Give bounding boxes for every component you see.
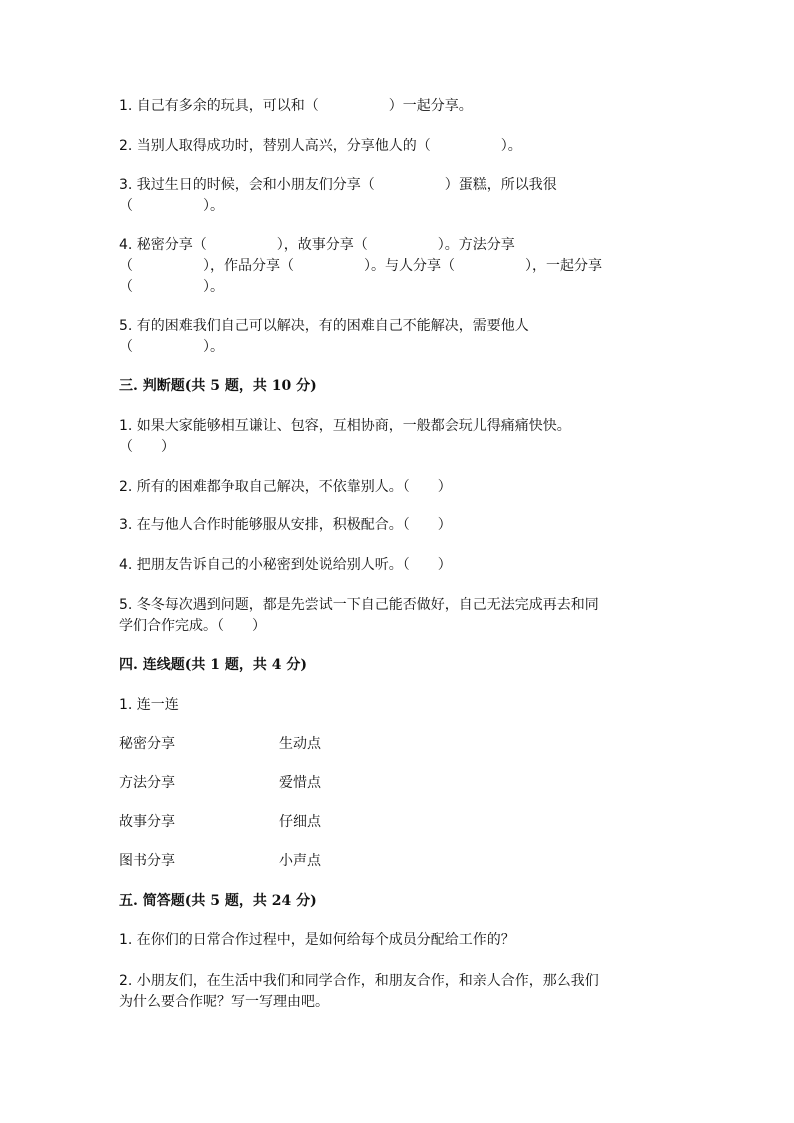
fill-blank-question-3-line-2: （ ）。 <box>119 198 224 214</box>
short-answer-question-2-line-1: 2. 小朋友们，在生活中我们和同学合作，和朋友合作，和亲人合作，那么我们 <box>119 973 599 989</box>
short-answer-question-1: 1. 在你们的日常合作过程中，是如何给每个成员分配给工作的？ <box>119 932 515 948</box>
fill-blank-question-4-line-1: 4. 秘密分享（ ），故事分享（ ）。方法分享 <box>119 237 515 253</box>
judge-question-1-line-1: 1. 如果大家能够相互谦让、包容，互相协商，一般都会玩儿得痛痛快快。 <box>119 418 571 434</box>
matching-left-item: 秘密分享 <box>119 736 175 752</box>
judge-question-5-line-2: 学们合作完成。（ ） <box>119 618 266 634</box>
judge-question-5-line-1: 5. 冬冬每次遇到问题，都是先尝试一下自己能否做好，自己无法完成再去和同 <box>119 597 599 613</box>
matching-left-item: 图书分享 <box>119 853 175 869</box>
fill-blank-question-5-line-1: 5. 有的困难我们自己可以解决，有的困难自己不能解决，需要他人 <box>119 318 529 334</box>
fill-blank-question-5-line-2: （ ）。 <box>119 339 224 355</box>
judge-question-3: 3. 在与他人合作时能够服从安排，积极配合。（ ） <box>119 517 452 533</box>
matching-right-item: 仔细点 <box>279 814 321 830</box>
matching-left-item: 方法分享 <box>119 775 175 791</box>
matching-right-item: 爱惜点 <box>279 775 321 791</box>
fill-blank-question-4-line-2: （ ），作品分享（ ）。与人分享（ ），一起分享 <box>119 258 602 274</box>
judge-question-4: 4. 把朋友告诉自己的小秘密到处说给别人听。（ ） <box>119 557 452 573</box>
matching-right-item: 小声点 <box>279 853 321 869</box>
judge-question-1-line-2: （ ） <box>119 439 175 455</box>
judge-question-2: 2. 所有的困难都争取自己解决，不依靠别人。（ ） <box>119 479 452 495</box>
short-answer-section-heading: 五. 简答题(共 5 题，共 24 分) <box>119 893 317 909</box>
matching-question-1: 1. 连一连 <box>119 697 179 713</box>
fill-blank-question-2: 2. 当别人取得成功时，替别人高兴，分享他人的（ ）。 <box>119 138 522 154</box>
fill-blank-question-4-line-3: （ ）。 <box>119 279 224 295</box>
fill-blank-question-1: 1. 自己有多余的玩具，可以和（ ）一起分享。 <box>119 98 473 114</box>
judge-section-heading: 三. 判断题(共 5 题，共 10 分) <box>119 378 317 394</box>
matching-right-item: 生动点 <box>279 736 321 752</box>
fill-blank-question-3-line-1: 3. 我过生日的时候，会和小朋友们分享（ ）蛋糕，所以我很 <box>119 177 557 193</box>
matching-section-heading: 四. 连线题(共 1 题，共 4 分) <box>119 657 307 673</box>
short-answer-question-2-line-2: 为什么要合作呢？写一写理由吧。 <box>119 994 329 1010</box>
matching-left-item: 故事分享 <box>119 814 175 830</box>
